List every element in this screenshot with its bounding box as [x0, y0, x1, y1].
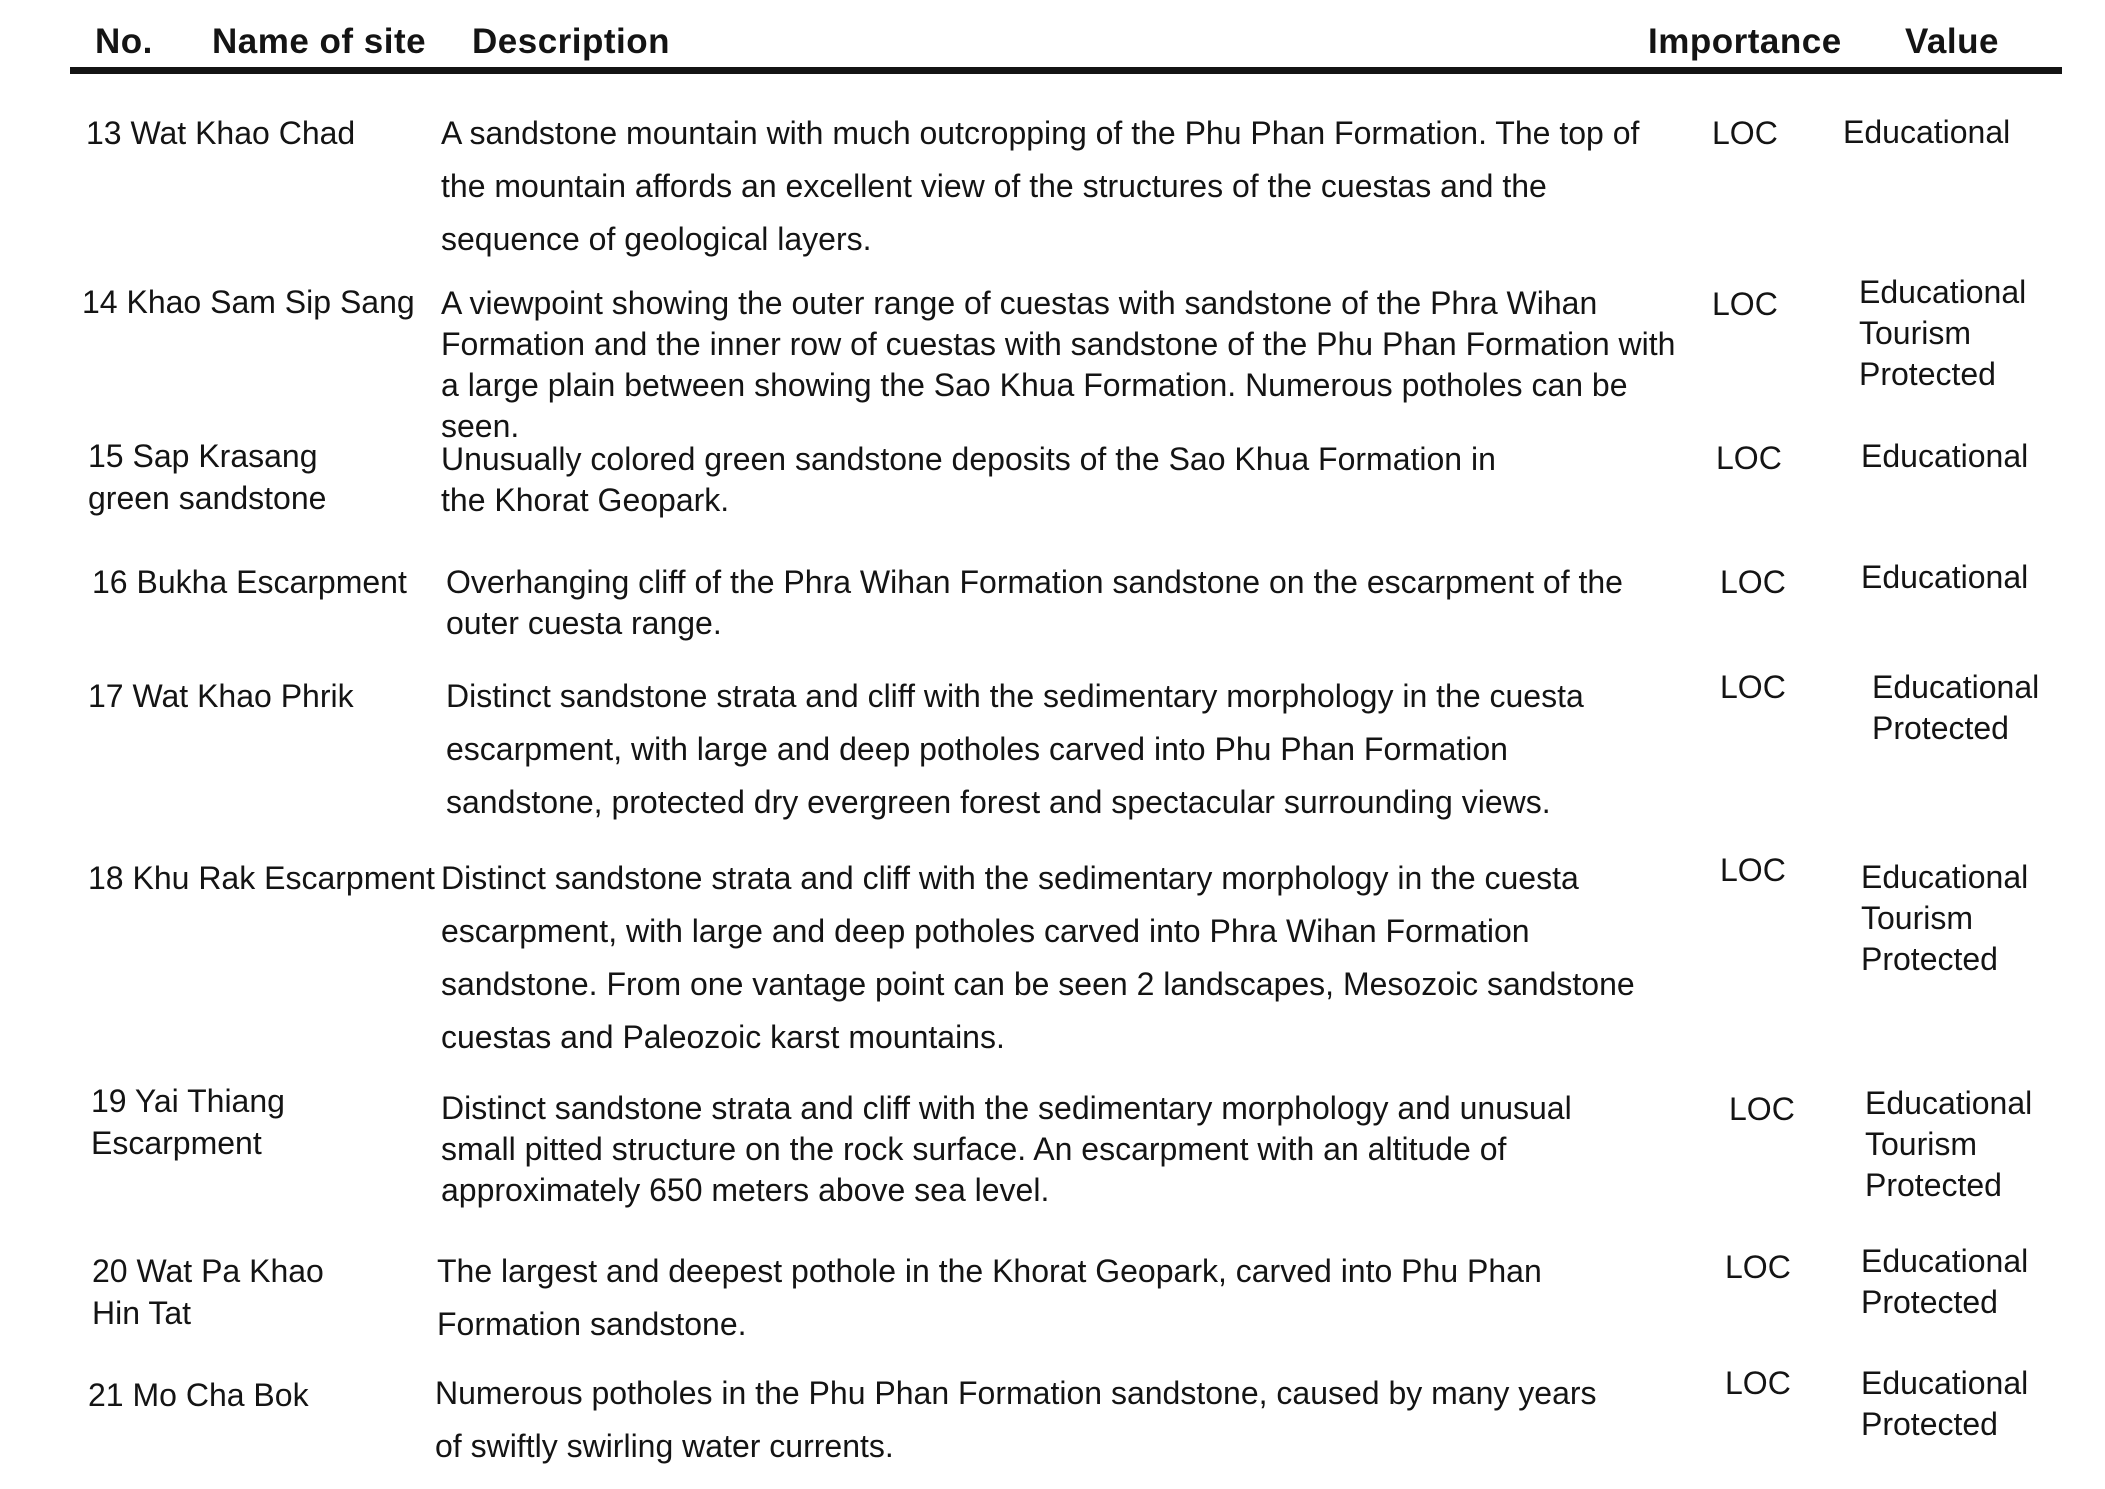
importance-value: LOC — [1720, 852, 1786, 888]
value-list — [1872, 667, 2039, 749]
site-name: 14 Khao Sam Sip Sang — [82, 284, 415, 320]
importance-value: LOC — [1725, 1249, 1791, 1285]
header-description: Description — [472, 22, 671, 61]
value-item: Educational — [1861, 559, 2029, 595]
importance-value: LOC — [1729, 1091, 1795, 1127]
value-item: Protected — [1872, 710, 2009, 746]
value-item: Protected — [1859, 356, 1996, 392]
value-item: Protected — [1861, 941, 1998, 977]
site-description: Overhanging cliff of the Phra Wihan Formation sandstone on the escarpment of the outer cuesta range. — [446, 564, 1623, 641]
importance-value: LOC — [1720, 669, 1786, 705]
value-list — [1861, 436, 2028, 477]
header-no: No. — [95, 22, 153, 61]
site-name — [88, 435, 326, 519]
site-description: A sandstone mountain with much outcropping of the Phu Phan Formation. The top of the mountain affords an excellent view of the structures of the cuestas and the sequence of geological layers. — [441, 115, 1640, 257]
importance-value: LOC — [1716, 440, 1782, 476]
value-list — [1861, 857, 2028, 980]
header-name-of-site: Name of site — [212, 22, 427, 61]
value-list — [1865, 1083, 2032, 1206]
site-name — [91, 1080, 285, 1164]
importance-value: LOC — [1720, 564, 1786, 600]
site-description: Distinct sandstone strata and cliff with the sedimentary morphology in the cuesta escarpment, with large and deep potholes carved into Phu Phan Formation sandstone, protected dry evergreen forest and spectacular surrounding views. — [446, 678, 1584, 820]
site-name-line-2: green sandstone — [88, 480, 327, 516]
importance-value: LOC — [1712, 286, 1778, 322]
site-name: 17 Wat Khao Phrik — [88, 678, 354, 714]
header-rule — [70, 67, 2062, 74]
site-name-line-1: 20 Wat Pa Khao — [92, 1253, 324, 1289]
value-item: Protected — [1861, 1406, 1998, 1442]
site-name-line-2: Hin Tat — [92, 1295, 192, 1331]
value-item: Tourism — [1865, 1126, 1978, 1162]
header-value: Value — [1905, 22, 1999, 61]
value-item: Educational — [1861, 1243, 2029, 1279]
site-name: 13 Wat Khao Chad — [86, 115, 356, 151]
site-name-line-1: 19 Yai Thiang — [91, 1083, 285, 1119]
site-description: The largest and deepest pothole in the Khorat Geopark, carved into Phu Phan Formation sandstone. — [437, 1253, 1542, 1342]
importance-value: LOC — [1712, 115, 1778, 151]
header-importance: Importance — [1648, 22, 1842, 61]
site-name: 16 Bukha Escarpment — [92, 564, 407, 600]
site-name: 21 Mo Cha Bok — [88, 1377, 309, 1413]
value-item: Educational — [1872, 669, 2040, 705]
site-description: Distinct sandstone strata and cliff with the sedimentary morphology and unusual small pitted structure on the rock surface. An escarpment with an altitude of approximately 650 meters above sea level. — [441, 1090, 1572, 1208]
value-item: Educational — [1843, 114, 2011, 150]
site-name-line-2: Escarpment — [91, 1125, 262, 1161]
value-item: Educational — [1861, 859, 2029, 895]
site-name-line-1: 15 Sap Krasang — [88, 438, 318, 474]
importance-value: LOC — [1725, 1365, 1791, 1401]
site-description: A viewpoint showing the outer range of cuestas with sandstone of the Phra Wihan Formation and the inner row of cuestas with sandstone of the Phu Phan Formation with a large plain between showing the Sao Khua Formation. Numerous potholes can be seen. — [441, 285, 1676, 444]
site-description: Numerous potholes in the Phu Phan Formation sandstone, caused by many years of swiftly swirling water currents. — [435, 1375, 1597, 1464]
value-list — [1861, 1241, 2028, 1323]
value-list — [1861, 1363, 2028, 1445]
value-item: Educational — [1861, 438, 2029, 474]
value-item: Educational — [1861, 1365, 2029, 1401]
site-name — [92, 1250, 324, 1334]
value-item: Tourism — [1861, 900, 1974, 936]
value-item: Educational — [1865, 1085, 2033, 1121]
site-name: 18 Khu Rak Escarpment — [88, 860, 435, 896]
value-list — [1859, 272, 2026, 395]
value-list — [1861, 557, 2028, 598]
value-item: Protected — [1861, 1284, 1998, 1320]
value-item: Tourism — [1859, 315, 1972, 351]
site-description: Distinct sandstone strata and cliff with the sedimentary morphology in the cuesta escarpment, with large and deep potholes carved into Phra Wihan Formation sandstone. From one vantage point can be seen 2 landscapes, Mesozoic sandstone cuestas and Paleozoic karst mountains. — [441, 860, 1635, 1055]
value-item: Educational — [1859, 274, 2027, 310]
value-item: Protected — [1865, 1167, 2002, 1203]
site-description: Unusually colored green sandstone deposits of the Sao Khua Formation in the Khorat Geopark. — [441, 441, 1496, 518]
value-list — [1843, 112, 2010, 153]
